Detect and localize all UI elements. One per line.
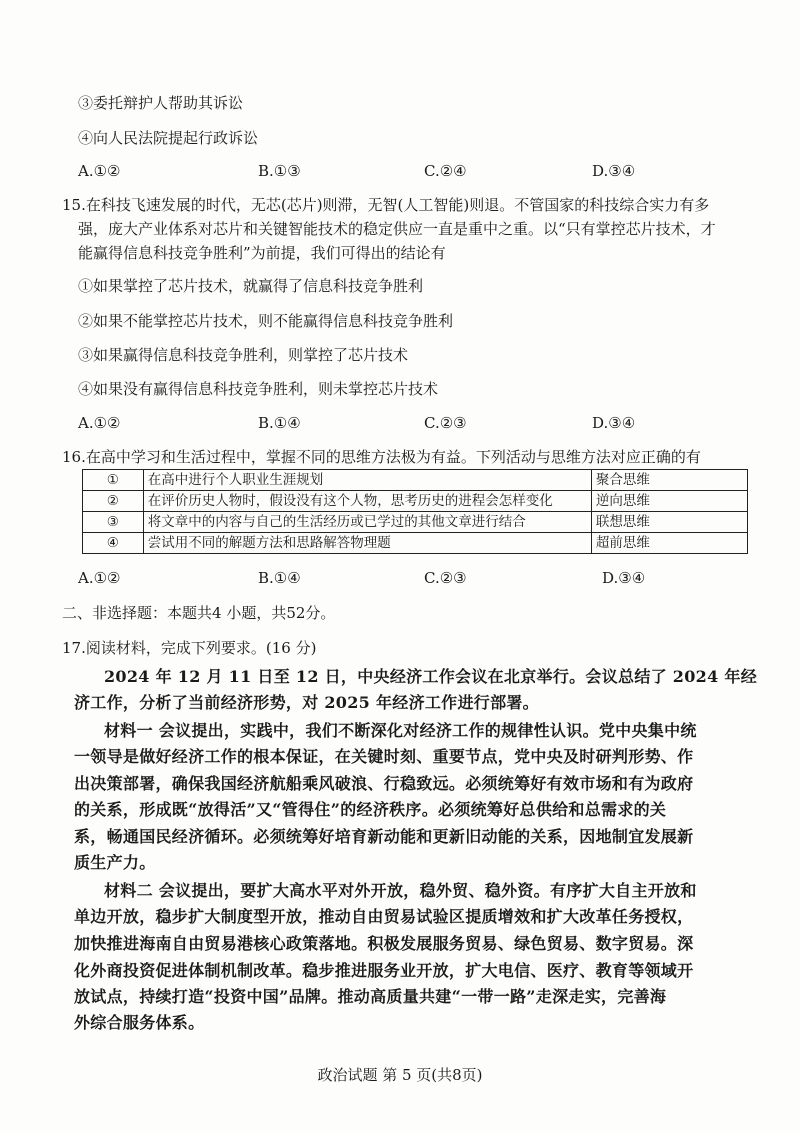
q16-option-a[interactable]: A.①② xyxy=(78,569,121,587)
row-number: ① xyxy=(83,470,144,491)
q17-material1-line-6: 质生产力。 xyxy=(74,853,156,872)
q17-intro-line-2: 济工作，分析了当前经济形势，对 2025 年经济工作进行部署。 xyxy=(74,693,539,712)
q15-stem-line-3: 能赢得信息科技竞争胜利”为前提，我们可得出的结论有 xyxy=(78,244,446,262)
q17-material1-line-2: 一领导是做好经济工作的根本保证，在关键时刻、重要节点，党中央及时研判形势、作 xyxy=(74,747,694,766)
table-row xyxy=(83,512,748,533)
q15-item-4: ④如果没有赢得信息科技竞争胜利，则未掌控芯片技术 xyxy=(78,380,439,398)
row-activity: 尝试用不同的解题方法和思路解答物理题 xyxy=(143,533,591,554)
q15-option-b[interactable]: B.①④ xyxy=(258,414,301,432)
row-method: 逆向思维 xyxy=(591,491,747,512)
section-heading: 二、非选择题：本题共4 小题，共52分。 xyxy=(62,604,336,622)
row-method: 超前思维 xyxy=(591,533,747,554)
q17-material1-line-5: 系，畅通国民经济循环。必须统筹好培育新动能和更新旧动能的关系，因地制宜发展新 xyxy=(74,827,694,846)
q15-item-2: ②如果不能掌控芯片技术，则不能赢得信息科技竞争胜利 xyxy=(78,312,454,330)
q17-stem: 17.阅读材料，完成下列要求。(16 分) xyxy=(62,639,317,657)
q15-item-3: ③如果赢得信息科技竞争胜利，则掌控了芯片技术 xyxy=(78,346,409,364)
q17-material1-line-1: 材料一 会议提出，实践中，我们不断深化对经济工作的规律性认识。党中央集中统 xyxy=(104,721,697,740)
q16-option-c[interactable]: C.②③ xyxy=(424,569,467,587)
q15-option-c[interactable]: C.②③ xyxy=(424,414,467,432)
q16-table xyxy=(82,469,748,554)
row-number: ③ xyxy=(83,512,144,533)
q14-option-d[interactable]: D.③④ xyxy=(592,162,636,180)
row-number: ④ xyxy=(83,533,144,554)
q14-option-c[interactable]: C.②④ xyxy=(424,162,467,180)
row-method: 联想思维 xyxy=(591,512,747,533)
q17-material2-line-6: 外综合服务体系。 xyxy=(74,1013,205,1032)
row-activity: 在高中进行个人职业生涯规划 xyxy=(143,470,591,491)
row-activity: 将文章中的内容与自己的生活经历或已学过的其他文章进行结合 xyxy=(143,512,591,533)
q14-item-4: ④向人民法院提起行政诉讼 xyxy=(78,129,259,147)
q17-material2-line-4: 化外商投资促进体制机制改革。稳步推进服务业开放，扩大电信、医疗、教育等领域开 xyxy=(74,961,694,980)
q17-intro-line-1: 2024 年 12 月 11 日至 12 日，中央经济工作会议在北京举行。会议总结了 2024 年经 xyxy=(104,667,757,686)
q16-stem: 16.在高中学习和生活过程中，掌握不同的思维方法极为有益。下列活动与思维方法对应正确的有 xyxy=(62,448,701,466)
q17-material2-line-3: 加快推进海南自由贸易港核心政策落地。积极发展服务贸易、绿色贸易、数字贸易。深 xyxy=(74,934,694,953)
q17-material1-line-3: 出决策部署，确保我国经济航船乘风破浪、行稳致远。必须统筹好有效市场和有为政府 xyxy=(74,774,694,793)
q16-option-d[interactable]: D.③④ xyxy=(602,569,646,587)
table-row xyxy=(83,491,748,512)
q15-stem-line-2: 强，庞大产业体系对芯片和关键智能技术的稳定供应一直是重中之重。以“只有掌控芯片技术，才 xyxy=(78,220,716,238)
q15-item-1: ①如果掌控了芯片技术，就赢得了信息科技竞争胜利 xyxy=(78,277,424,295)
page-footer: 政治试题 第 5 页(共8页) xyxy=(317,1066,483,1084)
row-activity: 在评价历史人物时，假设没有这个人物，思考历史的进程会怎样变化 xyxy=(143,491,591,512)
q17-material2-line-1: 材料二 会议提出，要扩大高水平对外开放，稳外贸、稳外资。有序扩大自主开放和 xyxy=(104,881,697,900)
q14-option-a[interactable]: A.①② xyxy=(78,162,121,180)
row-number: ② xyxy=(83,491,144,512)
q17-material2-line-2: 单边开放，稳步扩大制度型开放，推动自由贸易试验区提质增效和扩大改革任务授权， xyxy=(74,907,694,926)
q14-item-3: ③委托辩护人帮助其诉讼 xyxy=(78,94,244,112)
q14-option-b[interactable]: B.①③ xyxy=(258,162,301,180)
q17-material1-line-4: 的关系，形成既“放得活”又“管得住”的经济秩序。必须统筹好总供给和总需求的关 xyxy=(74,800,667,819)
q15-stem-line-1: 15.在科技飞速发展的时代，无芯(芯片)则滞，无智(人工智能)则退。不管国家的科技综合实力有多 xyxy=(62,196,710,214)
table-row xyxy=(83,533,748,554)
row-method: 聚合思维 xyxy=(591,470,747,491)
table-row xyxy=(83,470,748,491)
q16-option-b[interactable]: B.①④ xyxy=(258,569,301,587)
q15-option-a[interactable]: A.①② xyxy=(78,414,121,432)
q15-option-d[interactable]: D.③④ xyxy=(592,414,636,432)
q17-material2-line-5: 放试点，持续打造“投资中国”品牌。推动高质量共建“一带一路”走深走实，完善海 xyxy=(74,987,667,1006)
